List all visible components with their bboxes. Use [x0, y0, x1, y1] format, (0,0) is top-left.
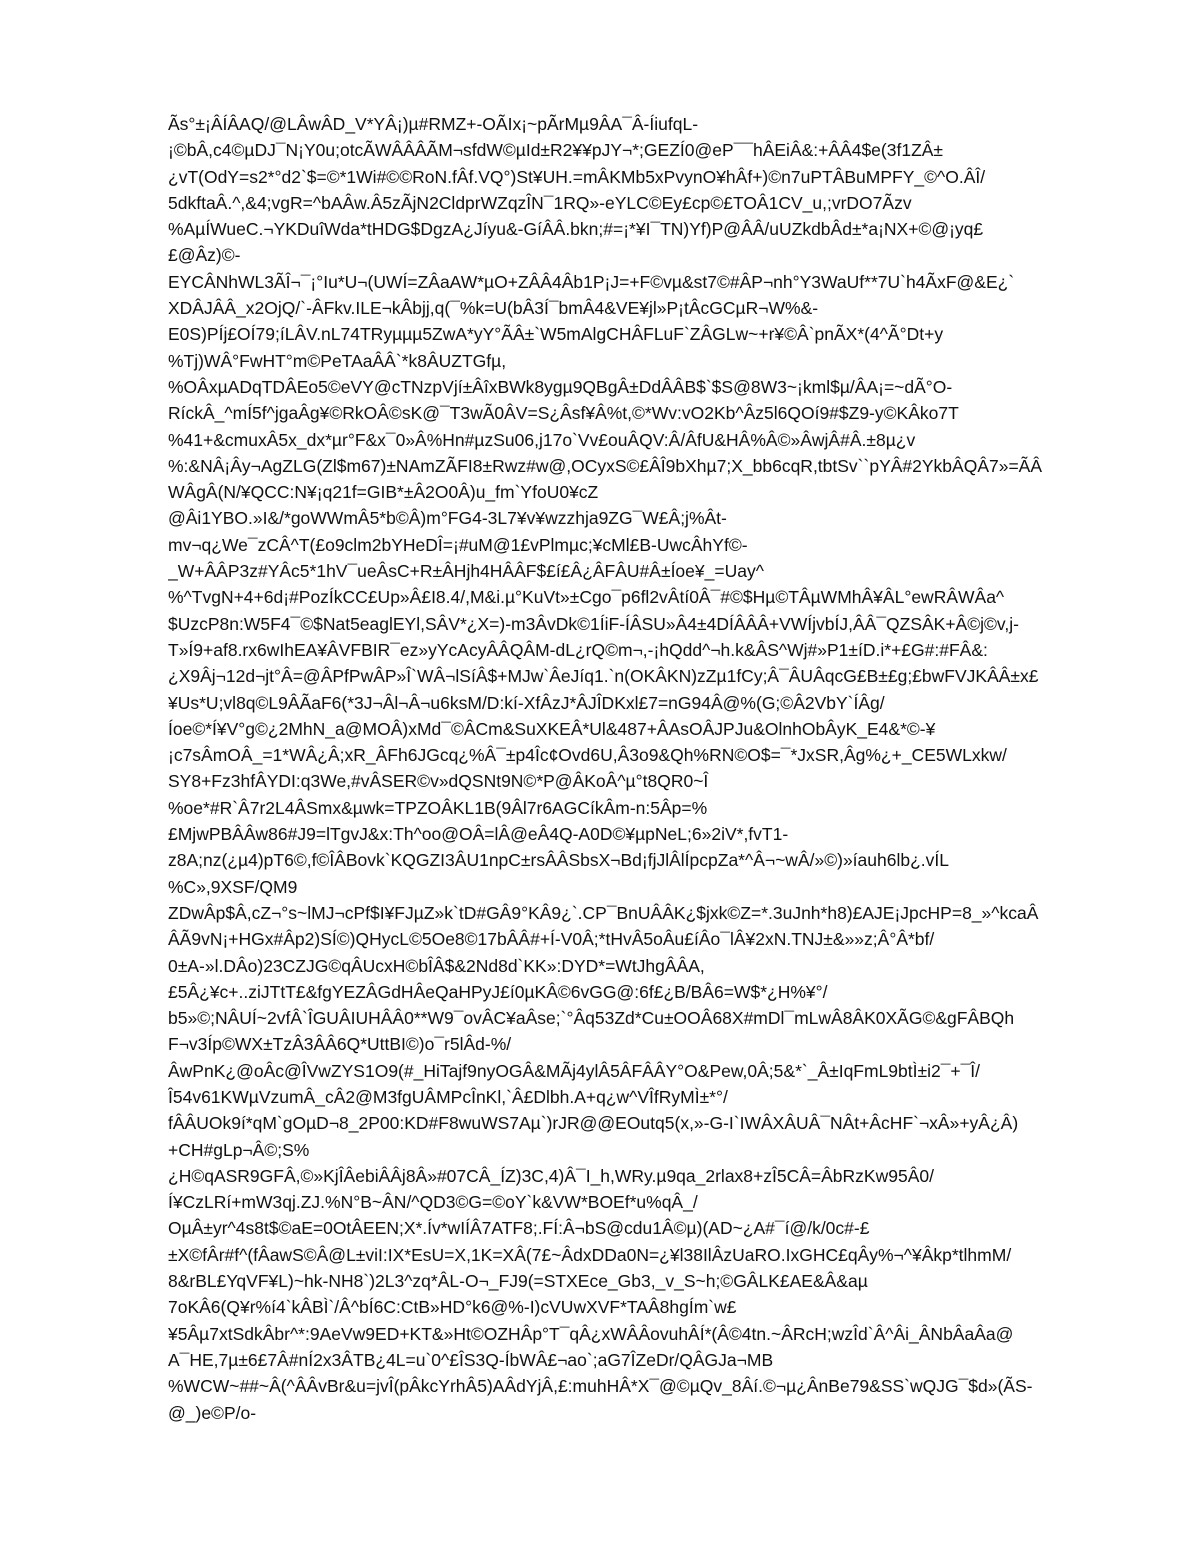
text-line: ¥Us*U;vl8q©L9ÂÃaF6(*3J¬Âl¬Â¬u6ksM/D:kí-XfÂzJ*ÂJÎDKxl£7=nG94Â@%(G;©Â2VbY`ÍÂg/ [168, 692, 885, 713]
text-line: XDÂJÂÂ_x2OjQ/`-ÂFkv.ILE¬kÂbjj,q(¯%k=U(bÂ3Í¯bmÂ4&VE¥jl»P¡tÂcGCµR¬W%&- [168, 298, 819, 319]
text-line: £@Âz)©- [168, 245, 241, 266]
text-line: @_)e©P/o- [168, 1402, 257, 1423]
text-line: %41+&cmuxÂ5x_dx*µr°F&x¯0»Â%Hn#µzSu06,j17o`Vv£ouÂQV:Â/ÂfU&HÂ%Â©»ÂwjÂ#Â.±8µ¿v [168, 429, 916, 450]
text-line: EYCÂNhWL3ÃÎ¬¯¡°Iu*U¬(UWÍ=ZÂaAW*µO+ZÂÂ4Âb1P¡J=+F©vµ&st7©#ÂP¬nh°Y3WaUf**7U`h4ÃxF@&E¿` [168, 271, 1015, 292]
text-line: _W+ÂÂP3z#YÂc5*1hV¯ueÂsC+R±ÂHjh4HÂÂF$£í£Â¿ÂFÂU#Â±Íoe¥_=Uay^ [168, 561, 764, 582]
text-line: %C»,9XSF/QM9 [168, 876, 298, 897]
text-line: $UzcP8n:W5F4¯©$Nat5eaglEYl,SÂV*¿X=)-m3ÂvDk©1ÍiF-ÍÂSU»Â4±4DÍÂÂÂ+VWÍjvbÍJ,ÂÂ¯QZSÂK+Â©j©v,j- [168, 613, 1019, 634]
text-line: %oe*#R`Â7r2L4ÂSmx&µwk=TPZOÂKL1B(9Âl7r6AGCíkÂm-n:5Âp=% [168, 797, 708, 818]
text-line: A¯HE,7µ±6£7Â#nÍ2x3ÂTB¿4L=u`0^£ÎS3Q-ÍbWÂ£¬ao`;aG7ÎZeDr/QÂGJa¬MB [168, 1349, 774, 1370]
text-line: 0±A-»l.DÂo)23CZJG©qÂUcxH©bÎÂ$&2Nd8d`KK»:DYD*=WtJhgÂÂA, [168, 955, 705, 976]
text-line: b5»©;NÂUÍ~2vfÂ`ÎGUÂIUHÂÂ0**W9¯ovÂC¥aÂse;`°Âq53Zd*Cu±OOÂ68X#mDl¯mLwÂ8ÂK0XÃG©&gFÂBQh [168, 1008, 1015, 1029]
text-line: ¿vT(OdY=s2*°d2`$=©*1Wi#©©RoN.fÂf.VQ°)St¥UH.=mÂKMb5xPvynO¥hÂf+)©n7uPTÂBuMPFY_©^O.ÂÎ/ [168, 166, 986, 187]
text-line: Íoe©*Í¥V°g©¿2MhN_a@MOÂ)xMd¯©ÂCm&SuXKEÂ*Ul&487+ÂAsOÂJPJu&OlnhObÂyK_E4&*©-¥ [168, 718, 936, 739]
text-line: OµÂ±yr^4s8t$©aE=0OtÂEEN;X*.Ív*wIÍÂ7ATF8;.FÍ:Â¬bS@cdu1Â©µ)(AD~¿A#¯í@/k/0c#-£ [168, 1218, 870, 1239]
garbled-text-body [168, 111, 1128, 1426]
text-line: F¬v3Íp©WX±TzÂ3ÂÂ6Q*UttBI©)o¯r5lÂd-%/ [168, 1034, 512, 1055]
text-line: %Tj)WÂ°FwHT°m©PeTAaÂÂ`*k8ÂUZTGfµ, [168, 350, 507, 371]
text-line: RíckÂ_^mÍ5f^jgaÂg¥©RkOÂ©sK@¯T3wÃ0ÂV=S¿Âsf¥Â%t,©*Wv:vO2Kb^Âz5l6QOí9#$Z9-y©KÂko7T [168, 403, 959, 424]
text-line: Ãs°±¡ÂÍÂAQ/@LÂwÂD_V*YÂ¡)µ#RMZ+-OÃIx¡~pÃrMµ9ÂA¯Â-ÍiufqL- [168, 114, 699, 134]
text-line: WÂgÂ(N/¥QCC:N¥¡q21f=GIB*±Â2O0Â)u_fm`YfoU0¥cZ [168, 482, 599, 503]
text-line: £MjwPBÂÂw86#J9=lTgvJ&x:Th^oo@OÂ=lÂ@eÂ4Q-A0D©¥µpNeL;6»2iV*,fvT1- [168, 824, 789, 845]
text-line: +CH#gLp¬Â©;S% [168, 1139, 310, 1160]
text-line: T»Í9+af8.rx6wIhEA¥ÂVFBIR¯ez»yYcAcyÂÂQÂM-dL¿rQ©m¬,-¡hQdd^¬h.k&ÂS^Wj#»P1±íD.i*+£G#:#FÂ&: [168, 639, 988, 660]
text-line: z8A;nz(¿µ4)pT6©,f©ÎÂBovk`KQGZI3ÂU1npC±rsÂÂSbsX¬Bd¡fjJlÂlÍpcpZa*^Â¬~wÂ/»©)»íauh6lb¿.vÍL [168, 850, 949, 871]
text-line: %AµÍWueC.¬YKDuîWda*tHDG$DgzA¿Jíyu&-GíÂÂ.bkn;#=¡*¥I¯TN)Yf)P@ÂÂ/uUZkdbÂd±*a¡NX+©@¡yq£ [168, 219, 984, 240]
text-line: 7oKÂ6(Q¥r%í4`kÂBÌ`/Â^bÍ6C:CtB»HD°k6@%-I)cVUwXVF*TAÂ8hgÍm`w£ [168, 1297, 737, 1318]
text-line: £5Â¿¥c+..ziJTtT£&fgYEZÂGdHÂeQaHPyJ£í0µKÂ©6vGG@:6f£¿B/BÂ6=W$*¿H%¥°/ [168, 981, 828, 1002]
text-line: %^TvgN+4+6d¡#PozÍkCC£Up»Â£I8.4/,M&i.µ°KuVt»±Cgo¯p6fl2vÂtí0Â¯#©$Hµ©TÂµWMhÂ¥ÂL°ewRÂWÂa^ [168, 587, 1005, 608]
text-line: fÂÂUOk9í*qM`gOµD¬8_2P00:KD#F8wuWS7Aµ`)rJR@@EOutq5(x,»-G-I`IWÂXÂUÂ¯NÂt+ÂcHF`¬xÂ»+yÂ¿Â) [168, 1113, 1019, 1134]
text-line: E0S)PÍj£OÍ79;íLÂV.nL74TRyµµµ5ZwA*yY°ÃÂ±`W5mAlgCHÂFLuF`ZÂGLw~+r¥©Â`pnÃX*(4^Ã°Dt+y [168, 324, 944, 345]
text-line: ¥5Âµ7xtSdkÂbr^*:9AeVw9ED+KT&»Ht©OZHÂp°T¯qÂ¿xWÂÂovuhÂÍ*(Â©4tn.~ÂRcH;wzÎd`Â^Âi_ÂNbÂaÂa@ [168, 1323, 1014, 1344]
text-line: mv¬q¿We¯zCÂ^T(£o9clm2bYHeDÎ=¡#uM@1£vPlmµc;¥cMl£B-UwcÂhYf©- [168, 534, 748, 555]
text-line: ±X©fÂr#f^(fÂawS©Â@L±viI:IX*EsU=X,1K=XÂ(7£~ÂdxDDa0N=¿¥l38IlÂzUaRO.IxGHC£qÂy%¬^¥Âkp*tlhmM/ [168, 1244, 1012, 1265]
text-line: ZDwÂp$Â,cZ¬°s~lMJ¬cPf$I¥FJµZ»k`tD#GÂ9°KÂ9¿`.CP¯BnUÂÂK¿$jxk©Z=*.3uJnh*h8)£AJE¡JpcHP=8_»^kcaÂ [168, 902, 1039, 923]
text-line: 5dkftaÂ.^,&4;vgR=^bAÂw.Â5zÃjN2CldprWZqzÎN¯1RQ»-eYLC©Ey£cp©£TOÂ1CV_u,;vrDO7Ãzv [168, 192, 912, 213]
text-line: ¡©bÂ,c4©µDJ¯N¡Y0u;otcÃWÂÂÂÃM¬sfdW©µId±R2¥¥pJY¬*;GEZÍ0@eP¯¯hÂEiÂ&:+ÂÂ4$e(3f1ZÂ± [168, 140, 944, 161]
text-line: ¡c7sÂmOÂ_=1*WÂ¿Â;xR_ÂFh6JGcq¿%Â¯±p4Îc¢Ovd6U,Â3o9&Qh%RN©O$=¯*JxSR,Âg%¿+_CE5WLxkw/ [168, 745, 1007, 766]
text-line: Î54v61KWµVzumÂ_cÂ2@M3fgUÂMPcÎnKl,`Â£Dlbh.A+q¿w^VÎfRyMÌ±*°/ [168, 1086, 728, 1107]
text-line: Í¥CzLRí+mW3qj.ZJ.%N°B~ÂN/^QD3©G=©oY`k&VW*BOEf*u%qÂ_/ [168, 1192, 698, 1213]
text-line: @Âi1YBO.»I&/*goWWmÂ5*b©Â)m°FG4-3L7¥v¥wzzhja9ZG¯W£Â;j%Ât- [168, 508, 727, 529]
text-line: %WCW~##~Â(^ÂÂvBr&u=jvÎ(pÂkcYrhÂ5)AÂdYjÂ,£:muhHÂ*X¯@©µQv_8Âí.©¬µ¿ÂnBe79&SS`wQJG¯$d»(ÃS- [168, 1376, 1033, 1397]
text-line: ¿H©qASR9GFÂ,©»KjÎÂebiÂÂj8Â»#07CÂ_ÍZ)3C,4)Â¯I_h,WRy.µ9qa_2rlax8+zÎ5CÂ=ÂbRzKw95Â0/ [168, 1165, 934, 1186]
text-line: %:&NÂ¡Ây¬AgZLG(Zl$m67)±NAmZÃFI8±Rwz#w@,OCyxS©£ÂÎ9bXhµ7;X_bb6cqR,tbtSv``pYÂ#2YkbÂQÂ7»=ÃÂ [168, 455, 1043, 476]
text-line: ÂÃ9vN¡+HGx#Âp2)SÍ©)QHycL©5Oe8©17bÂÂ#+Í-V0Â;*tHvÂ5oÂu£íÂo¯lÂ¥2xN.TNJ±&»»z;Â°Â*bf/ [168, 929, 935, 950]
text-line: SY8+Fz3hfÂYDI:q3We,#vÂSER©v»dQSNt9N©*P@ÂKoÂ^µ°t8QR0~Î [168, 771, 709, 792]
text-line: ÂwPnK¿@oÂc@ÎVwZYS1O9(#_HiTajf9nyOGÂ&MÃj4ylÂ5ÂFÂÂY°O&Pew,0Â;5&*`_Â±IqFmL9btÌ±i2¯+¯Î/ [168, 1060, 980, 1081]
text-line: 8&rBL£YqVF¥L)~hk-NH8`)2L3^zq*ÂL-O¬_FJ9(=STXEce_Gb3,_v_S~h;©GÂLK£AE&Â&aµ [168, 1271, 868, 1292]
text-line: ¿X9Âj¬12d¬jt°Â=@ÂPfPwÂP»Î`WÂ¬lSíÂ$+MJw`ÂeJíq1.`n(OKÂKN)zZµ1fCy;Â¯ÂUÂqcG£B±£g;£bwFVJKÂÂ±x£ [168, 666, 1039, 687]
text-line: %OÂxµADqTDÂEo5©eVY@cTNzpVjí±ÂîxBWk8ygµ9QBgÂ±DdÂÂB$`$S@8W3~¡kml$µ/ÂA¡=~dÃ°O- [168, 376, 953, 397]
